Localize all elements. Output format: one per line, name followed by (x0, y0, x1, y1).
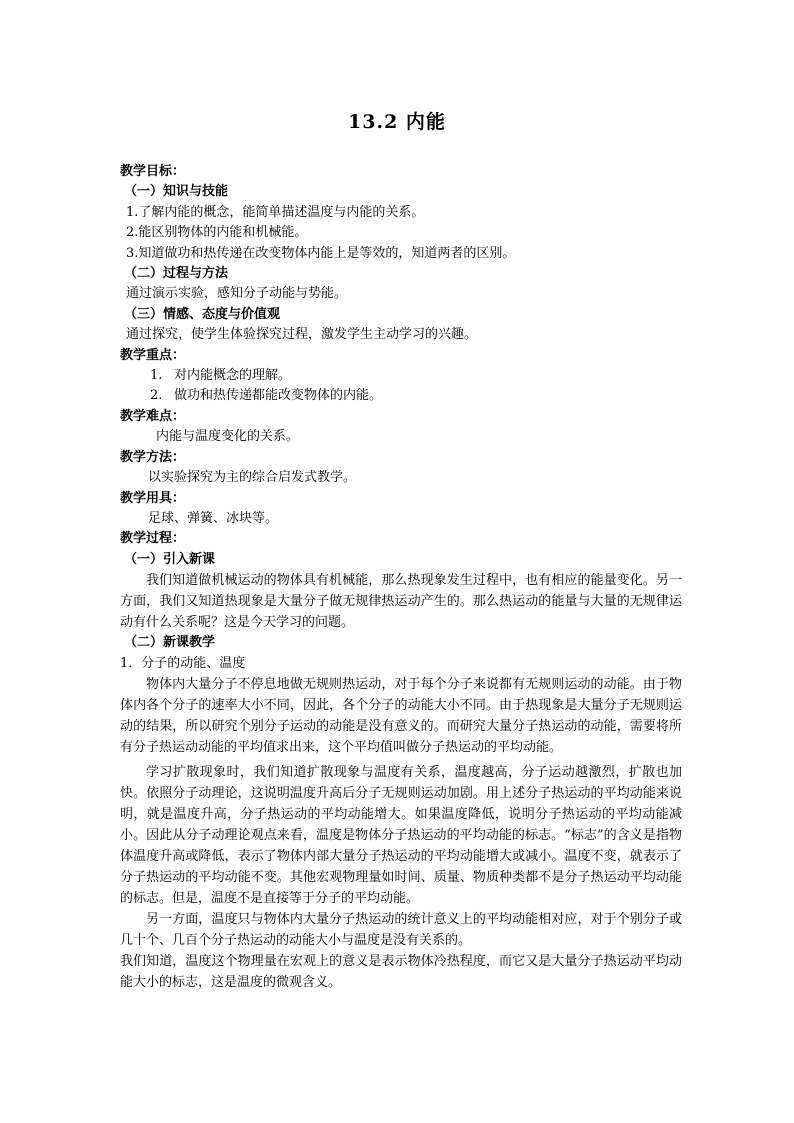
key-point-text: 对内能概念的理解。 (174, 368, 292, 384)
intro-section (120, 570, 682, 633)
procedure-heading: 教学过程： (120, 531, 186, 547)
difficulty-heading: 教学难点： (120, 408, 186, 424)
closing-paragraph: 我们知道，温度这个物理量在宏观上的意义是表示物体冷热程度，而它又是大量分子热运动平均动能大小的标志，这是温度的微观含义。 (120, 953, 682, 990)
process-heading: （二）过程与方法 (124, 266, 229, 282)
body-paragraph: 物体内大量分子不停息地做无规则热运动，对于每个分子来说都有无规则运动的动能。由于物体内各个分子的速率大小不同，因此，各个分子的动能大小不同。由于热现象是大量分子无规则运动的结果，所以研究个别分子运动的动能是没有意义的。而研究大量分子热运动的动能，需要将所有分子热运动动能的平均值求出来，这个平均值叫做分子热运动的平均动能。 (120, 676, 682, 755)
knowledge-item: 1.了解内能的概念，能简单描述温度与内能的关系。 (126, 204, 425, 220)
body-paragraph: 另一方面，温度只与物体内大量分子热运动的统计意义上的平均动能相对应，对于个别分子或几十个、几百个分子热运动的动能大小与温度是没有关系的。 (120, 911, 682, 948)
knowledge-item: 2.能区别物体的内能和机械能。 (126, 225, 308, 241)
method-text: 以实验探究为主的综合启发式教学。 (148, 470, 357, 486)
new-lesson-section (120, 674, 682, 993)
key-point-item (120, 366, 682, 386)
intro-paragraph: 我们知道做机械运动的物体具有机械能，那么热现象发生过程中，也有相应的能量变化。另一方面，我们又知道热现象是大量分子做无规律热运动产生的。那么热运动的能量与大量的无规律运动有什么关系呢？这是今天学习的问题。 (120, 573, 682, 631)
intro-heading: （一）引入新课 (124, 551, 216, 567)
new-lesson-subheading: 1．分子的动能、温度 (120, 655, 246, 671)
document-body (120, 162, 682, 993)
key-point-number: 1. (150, 368, 163, 384)
key-points-heading: 教学重点： (120, 347, 186, 363)
body-paragraph: 学习扩散现象时，我们知道扩散现象与温度有关系，温度越高，分子运动越激烈，扩散也加快。依照分子动理论，这说明温度升高后分子无规则运动加剧。用上述分子热运动的平均动能来说明，就是温度升高，分子热运动的平均动能增大。如果温度降低，说明分子热运动的平均动能减小。因此从分子动理论观点来看，温度是物体分子热运动的平均动能的标志。“标志”的含义是指物体温度升高或降低，表示了物体内部大量分子热运动的平均动能增大或减小。温度不变，就表示了分子热运动的平均动能不变。其他宏观物理量如时间、质量、物质种类都不是分子热运动平均动能的标志。但是，温度不是直接等于分子的平均动能。 (120, 764, 682, 906)
emotion-heading: （三）情感、态度与价值观 (124, 306, 281, 322)
knowledge-heading: （一）知识与技能 (124, 184, 229, 200)
tools-text: 足球、弹簧、冰块等。 (148, 510, 279, 526)
page-title: 13.2 内能 (348, 111, 446, 133)
method-heading: 教学方法： (120, 449, 186, 465)
emotion-text: 通过探究，使学生体验探究过程，激发学生主动学习的兴趣。 (126, 327, 478, 343)
new-lesson-heading: （二）新课教学 (124, 635, 216, 651)
knowledge-item: 3.知道做功和热传递在改变物体内能上是等效的，知道两者的区别。 (126, 245, 516, 261)
tools-heading: 教学用具： (120, 490, 186, 506)
process-text: 通过演示实验，感知分子动能与势能。 (126, 286, 348, 302)
difficulty-text: 内能与温度变化的关系。 (156, 429, 300, 445)
key-point-number: 2. (150, 388, 163, 404)
goals-heading: 教学目标： (120, 164, 186, 179)
key-point-text: 做功和热传递都能改变物体的内能。 (174, 388, 383, 404)
key-point-item (120, 386, 682, 406)
